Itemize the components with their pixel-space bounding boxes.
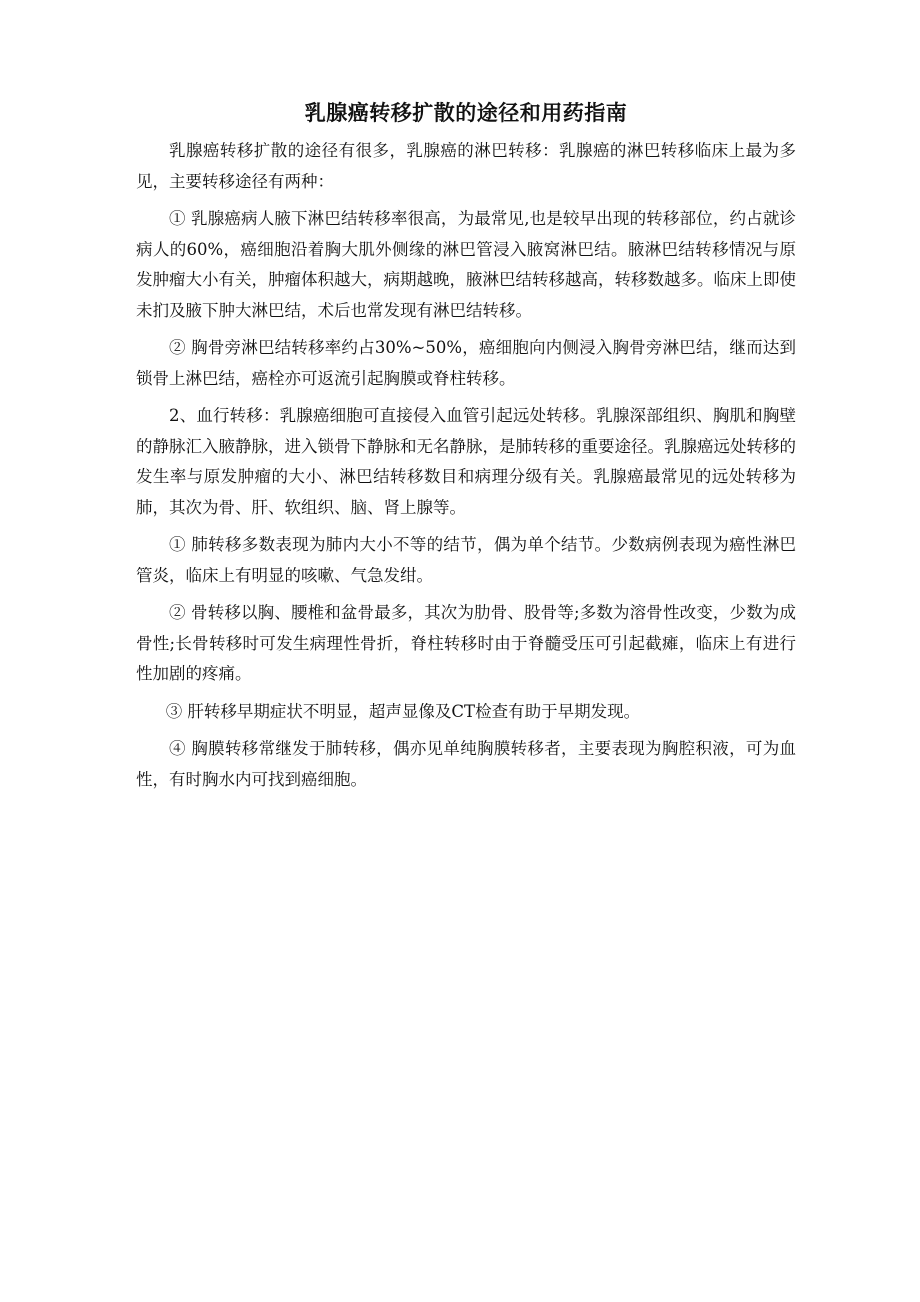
paragraph-bone-metastasis: ② 骨转移以胸、腰椎和盆骨最多，其次为肋骨、股骨等;多数为溶骨性改变，少数为成骨性;长骨转移时可发生病理性骨折，脊柱转移时由于脊髓受压可引起截瘫，临床上有进行性加剧的疼痛。 — [136, 603, 796, 683]
document-page — [136, 96, 796, 802]
paragraph-parasternal-lymph: ② 胸骨旁淋巴结转移率约占30%~50%，癌细胞向内侧浸入胸骨旁淋巴结，继而达到锁骨上淋巴结，癌栓亦可返流引起胸膜或脊柱转移。 — [136, 338, 796, 388]
paragraph-hematogenous: 2、血行转移：乳腺癌细胞可直接侵入血管引起远处转移。乳腺深部组织、胸肌和胸壁的静脉汇入腋静脉，进入锁骨下静脉和无名静脉，是肺转移的重要途径。乳腺癌远处转移的发生率与原发肿瘤的大小、淋巴结转移数目和病理分级有关。乳腺癌最常见的远处转移为肺，其次为骨、肝、软组织、脑、肾上腺等。 — [136, 406, 796, 517]
document-title: 乳腺癌转移扩散的途径和用药指南 — [304, 100, 628, 125]
paragraph-liver-metastasis: ③ 肝转移早期症状不明显，超声显像及CT检查有助于早期发现。 — [165, 701, 641, 721]
paragraph-intro: 乳腺癌转移扩散的途径有很多，乳腺癌的淋巴转移：乳腺癌的淋巴转移临床上最为多见，主要转移途径有两种： — [136, 141, 796, 191]
paragraph-pleural-metastasis: ④ 胸膜转移常继发于肺转移，偶亦见单纯胸膜转移者，主要表现为胸腔积液，可为血性，有时胸水内可找到癌细胞。 — [136, 739, 796, 789]
paragraph-lung-metastasis: ① 肺转移多数表现为肺内大小不等的结节，偶为单个结节。少数病例表现为癌性淋巴管炎，临床上有明显的咳嗽、气急发绀。 — [136, 535, 796, 585]
paragraph-axillary-lymph: ① 乳腺癌病人腋下淋巴结转移率很高，为最常见,也是较早出现的转移部位，约占就诊病人的60%，癌细胞沿着胸大肌外侧缘的淋巴管浸入腋窝淋巴结。腋淋巴结转移情况与原发肿瘤大小有关，肿瘤体积越大，病期越晚，腋淋巴结转移越高，转移数越多。临床上即使未扪及腋下肿大淋巴结，术后也常发现有淋巴结转移。 — [136, 209, 796, 320]
